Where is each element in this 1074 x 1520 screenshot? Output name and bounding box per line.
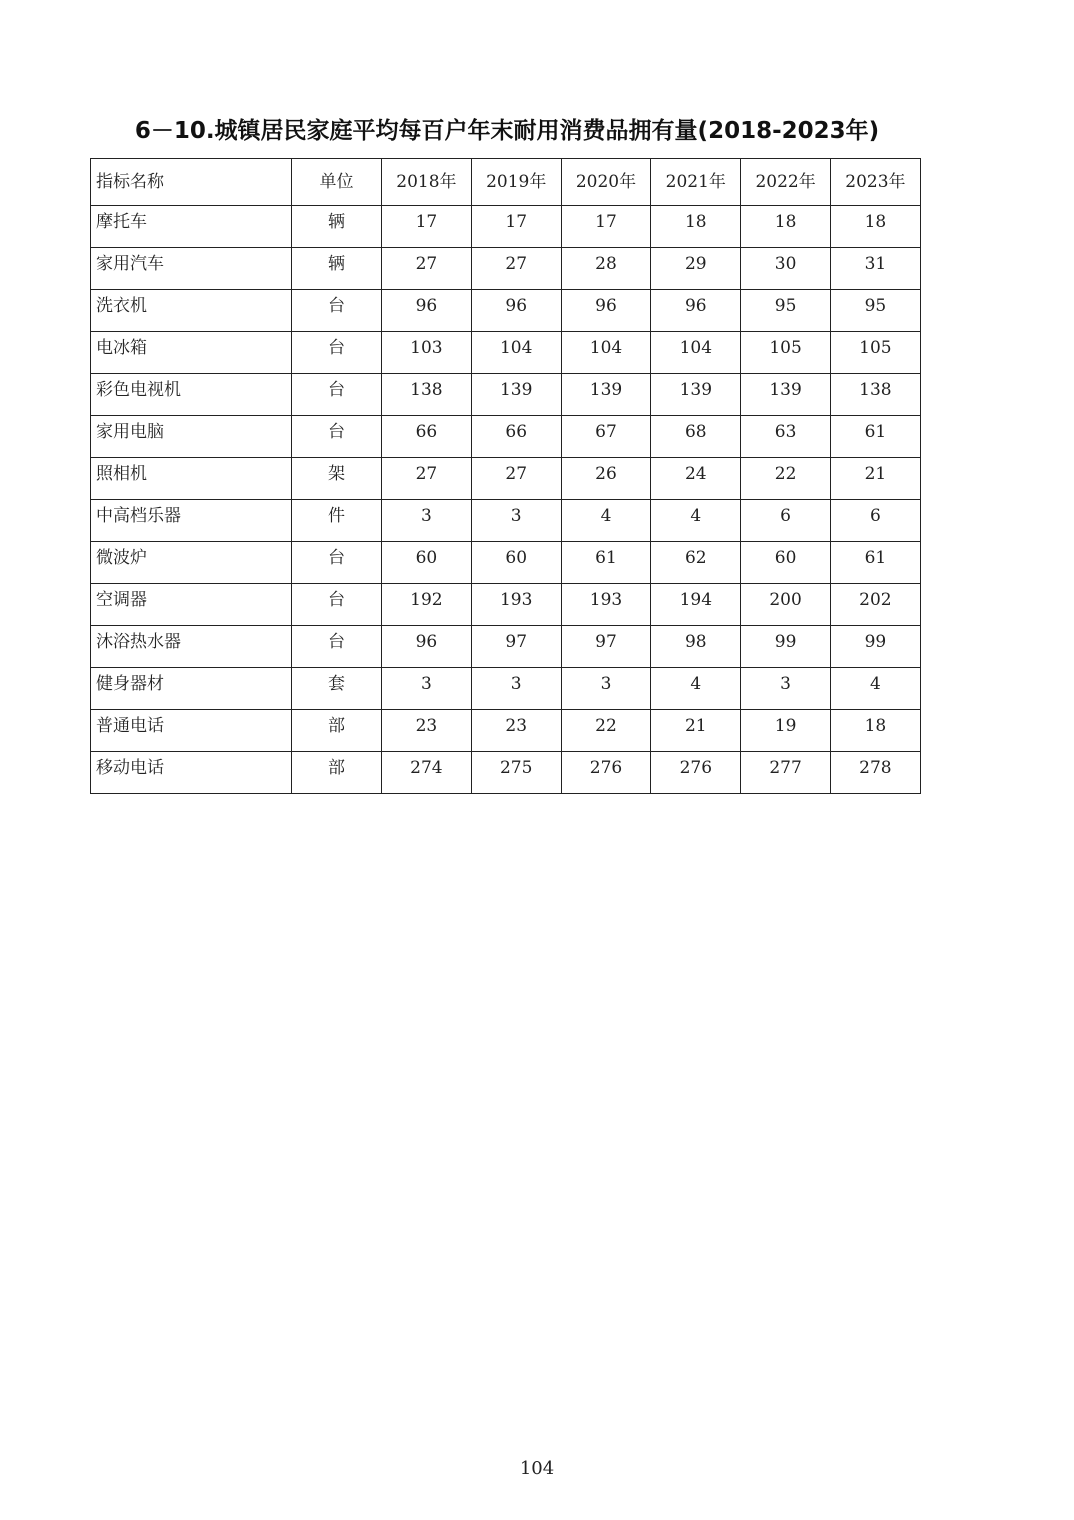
row-unit: 辆: [292, 206, 382, 248]
row-value-cell: 99: [741, 626, 831, 668]
row-value-cell: 68: [651, 416, 741, 458]
row-value-cell: 60: [471, 542, 561, 584]
row-value-cell: 66: [382, 416, 472, 458]
row-value-cell: 62: [651, 542, 741, 584]
row-value-cell: 97: [471, 626, 561, 668]
row-value-cell: 274: [382, 752, 472, 794]
row-value-cell: 23: [471, 710, 561, 752]
table-row: [91, 416, 921, 458]
row-unit: 架: [292, 458, 382, 500]
row-value-cell: 61: [830, 416, 920, 458]
row-unit: 件: [292, 500, 382, 542]
row-value-cell: 105: [741, 332, 831, 374]
row-value-cell: 21: [830, 458, 920, 500]
row-value-cell: 192: [382, 584, 472, 626]
row-value-cell: 99: [830, 626, 920, 668]
row-value-cell: 18: [651, 206, 741, 248]
row-indicator-name: 普通电话: [91, 710, 292, 752]
row-indicator-name: 中高档乐器: [91, 500, 292, 542]
row-value-cell: 30: [741, 248, 831, 290]
page-title: 6－10.城镇居民家庭平均每百户年末耐用消费品拥有量(2018-2023年): [134, 118, 880, 144]
row-value-cell: 61: [561, 542, 651, 584]
row-value-cell: 278: [830, 752, 920, 794]
row-value-cell: 18: [741, 206, 831, 248]
table-header-row: [91, 159, 921, 206]
column-header: 2021年: [651, 159, 741, 206]
row-value-cell: 96: [471, 290, 561, 332]
row-value-cell: 139: [561, 374, 651, 416]
row-unit: 部: [292, 710, 382, 752]
row-value-cell: 275: [471, 752, 561, 794]
table-row: [91, 374, 921, 416]
row-value-cell: 202: [830, 584, 920, 626]
table-row: [91, 584, 921, 626]
row-value-cell: 27: [471, 458, 561, 500]
row-value-cell: 95: [830, 290, 920, 332]
row-value-cell: 60: [741, 542, 831, 584]
column-header: 指标名称: [91, 159, 292, 206]
row-value-cell: 104: [651, 332, 741, 374]
table-row: [91, 542, 921, 584]
row-value-cell: 97: [561, 626, 651, 668]
row-value-cell: 138: [830, 374, 920, 416]
row-value-cell: 21: [651, 710, 741, 752]
row-unit: 台: [292, 416, 382, 458]
table-row: [91, 710, 921, 752]
row-indicator-name: 沐浴热水器: [91, 626, 292, 668]
row-value-cell: 6: [830, 500, 920, 542]
row-unit: 套: [292, 668, 382, 710]
table-row: [91, 206, 921, 248]
row-value-cell: 4: [651, 668, 741, 710]
row-unit: 台: [292, 626, 382, 668]
table-row: [91, 332, 921, 374]
row-value-cell: 105: [830, 332, 920, 374]
table-row: [91, 458, 921, 500]
row-value-cell: 4: [651, 500, 741, 542]
table-row: [91, 500, 921, 542]
row-value-cell: 27: [382, 248, 472, 290]
row-value-cell: 96: [561, 290, 651, 332]
row-unit: 台: [292, 374, 382, 416]
row-unit: 台: [292, 542, 382, 584]
row-value-cell: 17: [471, 206, 561, 248]
row-value-cell: 96: [651, 290, 741, 332]
row-value-cell: 18: [830, 206, 920, 248]
row-value-cell: 19: [741, 710, 831, 752]
row-indicator-name: 照相机: [91, 458, 292, 500]
row-value-cell: 63: [741, 416, 831, 458]
row-value-cell: 61: [830, 542, 920, 584]
row-value-cell: 95: [741, 290, 831, 332]
row-unit: 台: [292, 584, 382, 626]
column-header: 2022年: [741, 159, 831, 206]
table-row: [91, 668, 921, 710]
row-value-cell: 67: [561, 416, 651, 458]
row-value-cell: 22: [741, 458, 831, 500]
row-value-cell: 66: [471, 416, 561, 458]
row-indicator-name: 家用电脑: [91, 416, 292, 458]
row-value-cell: 28: [561, 248, 651, 290]
row-value-cell: 3: [382, 500, 472, 542]
row-indicator-name: 移动电话: [91, 752, 292, 794]
row-indicator-name: 微波炉: [91, 542, 292, 584]
row-value-cell: 104: [471, 332, 561, 374]
row-value-cell: 98: [651, 626, 741, 668]
row-value-cell: 3: [471, 500, 561, 542]
row-indicator-name: 彩色电视机: [91, 374, 292, 416]
row-value-cell: 27: [382, 458, 472, 500]
row-value-cell: 193: [471, 584, 561, 626]
row-value-cell: 24: [651, 458, 741, 500]
column-header: 2018年: [382, 159, 472, 206]
row-indicator-name: 洗衣机: [91, 290, 292, 332]
row-indicator-name: 家用汽车: [91, 248, 292, 290]
row-value-cell: 3: [382, 668, 472, 710]
row-value-cell: 60: [382, 542, 472, 584]
row-value-cell: 194: [651, 584, 741, 626]
table-row: [91, 290, 921, 332]
column-header: 2023年: [830, 159, 920, 206]
row-value-cell: 17: [382, 206, 472, 248]
row-value-cell: 96: [382, 290, 472, 332]
row-value-cell: 276: [651, 752, 741, 794]
row-value-cell: 103: [382, 332, 472, 374]
row-unit: 辆: [292, 248, 382, 290]
row-value-cell: 104: [561, 332, 651, 374]
row-value-cell: 139: [651, 374, 741, 416]
row-value-cell: 29: [651, 248, 741, 290]
row-value-cell: 17: [561, 206, 651, 248]
table-row: [91, 248, 921, 290]
durable-goods-table: [90, 158, 921, 794]
row-value-cell: 22: [561, 710, 651, 752]
row-value-cell: 4: [830, 668, 920, 710]
row-value-cell: 3: [561, 668, 651, 710]
row-value-cell: 3: [741, 668, 831, 710]
column-header: 2019年: [471, 159, 561, 206]
row-value-cell: 139: [741, 374, 831, 416]
row-unit: 台: [292, 290, 382, 332]
row-value-cell: 31: [830, 248, 920, 290]
row-value-cell: 200: [741, 584, 831, 626]
row-value-cell: 4: [561, 500, 651, 542]
row-value-cell: 277: [741, 752, 831, 794]
column-header: 单位: [292, 159, 382, 206]
row-value-cell: 193: [561, 584, 651, 626]
row-unit: 部: [292, 752, 382, 794]
table-row: [91, 752, 921, 794]
row-value-cell: 276: [561, 752, 651, 794]
row-value-cell: 3: [471, 668, 561, 710]
row-value-cell: 27: [471, 248, 561, 290]
row-indicator-name: 空调器: [91, 584, 292, 626]
row-value-cell: 138: [382, 374, 472, 416]
row-value-cell: 6: [741, 500, 831, 542]
row-indicator-name: 摩托车: [91, 206, 292, 248]
row-value-cell: 23: [382, 710, 472, 752]
table-row: [91, 626, 921, 668]
row-indicator-name: 电冰箱: [91, 332, 292, 374]
row-value-cell: 18: [830, 710, 920, 752]
page-number: 104: [519, 1458, 555, 1479]
column-header: 2020年: [561, 159, 651, 206]
row-value-cell: 139: [471, 374, 561, 416]
row-value-cell: 26: [561, 458, 651, 500]
row-value-cell: 96: [382, 626, 472, 668]
row-unit: 台: [292, 332, 382, 374]
row-indicator-name: 健身器材: [91, 668, 292, 710]
